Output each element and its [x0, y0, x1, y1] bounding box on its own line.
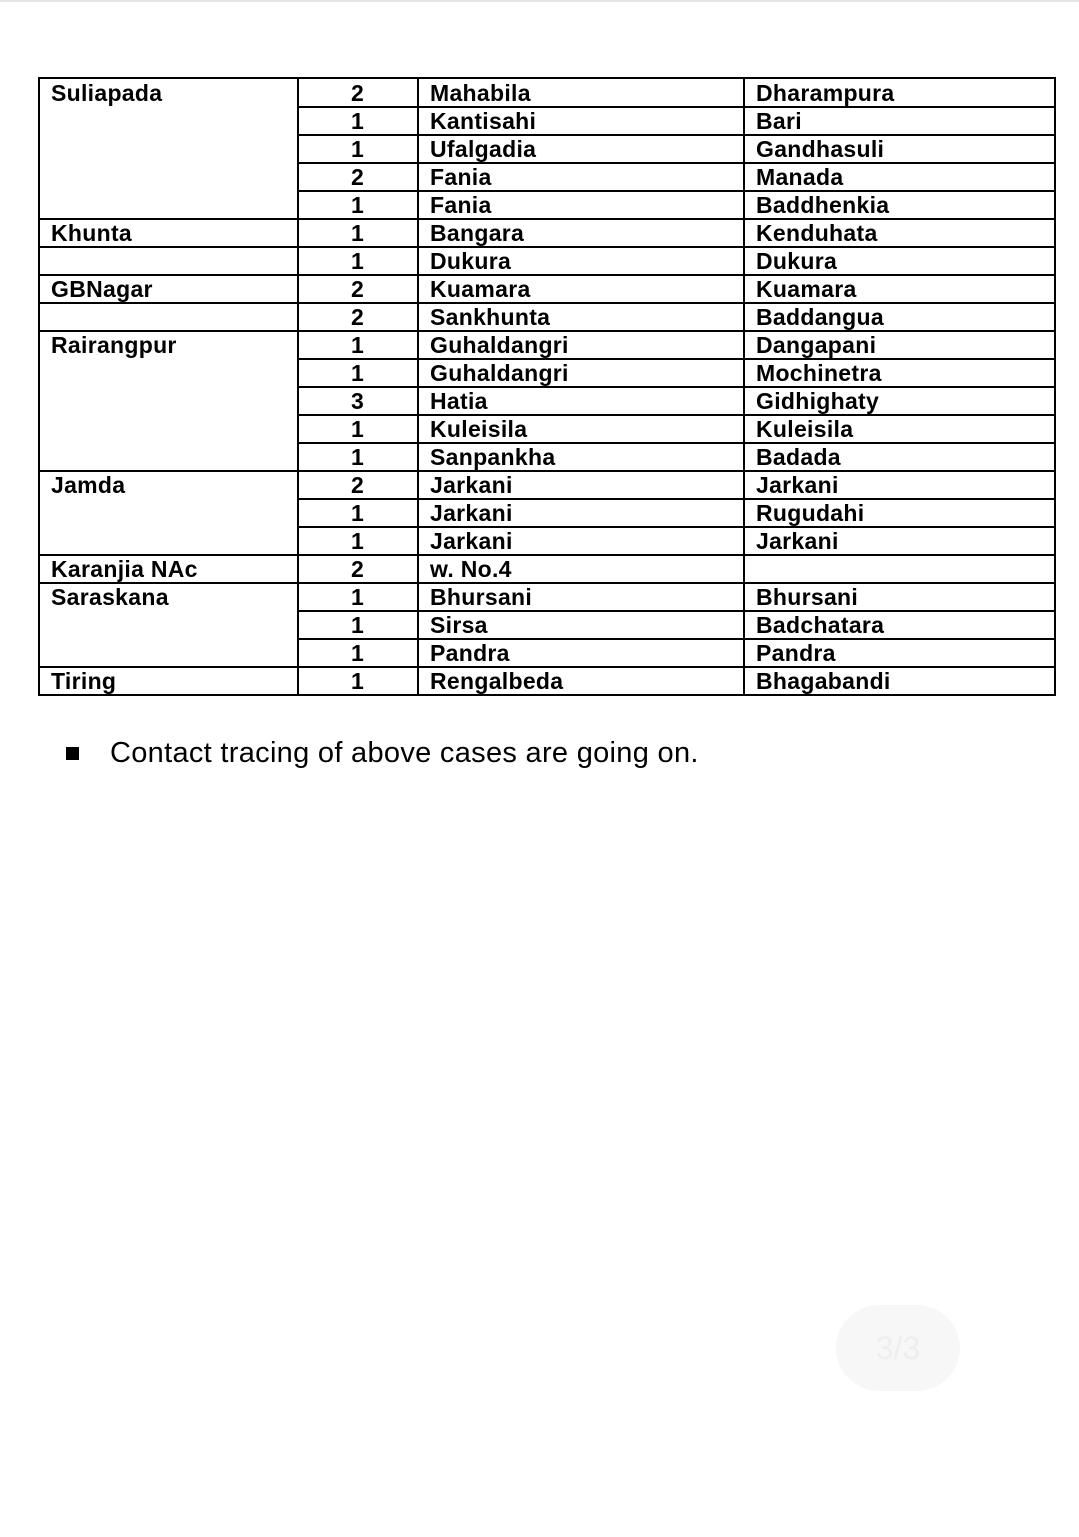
case-count-cell: 1 — [350, 668, 365, 694]
village-cell: Dukura — [430, 248, 512, 274]
place-cell: Kuleisila — [756, 416, 854, 442]
village-cell: Sanpankha — [430, 444, 556, 470]
row-divider — [40, 246, 1054, 248]
place-cell: Dangapani — [756, 332, 877, 358]
place-cell: Gandhasuli — [756, 136, 885, 162]
village-cell: Guhaldangri — [430, 360, 569, 386]
place-cell: Bari — [756, 108, 802, 134]
case-count-cell: 1 — [350, 584, 365, 610]
village-cell: w. No.4 — [430, 556, 512, 582]
block-name-cell: Saraskana — [51, 584, 169, 610]
village-cell: Mahabila — [430, 80, 531, 106]
case-count-cell: 2 — [350, 472, 365, 498]
place-cell: Dukura — [756, 248, 838, 274]
row-divider — [40, 274, 1054, 276]
note-line — [66, 735, 699, 771]
village-cell: Jarkani — [430, 528, 513, 554]
place-cell: Bhursani — [756, 584, 859, 610]
village-cell: Kuamara — [430, 276, 531, 302]
case-count-cell: 1 — [350, 220, 365, 246]
village-cell: Jarkani — [430, 500, 513, 526]
village-cell: Kantisahi — [430, 108, 537, 134]
place-cell: Gidhighaty — [756, 388, 880, 414]
village-cell: Ufalgadia — [430, 136, 537, 162]
case-count-cell: 1 — [350, 136, 365, 162]
case-count-cell: 2 — [350, 304, 365, 330]
place-cell: Kenduhata — [756, 220, 878, 246]
case-count-cell: 1 — [350, 192, 365, 218]
village-cell: Guhaldangri — [430, 332, 569, 358]
case-count-cell: 2 — [350, 164, 365, 190]
case-count-cell: 1 — [350, 248, 365, 274]
case-count-cell: 2 — [350, 80, 365, 106]
village-cell: Fania — [430, 164, 492, 190]
village-cell: Fania — [430, 192, 492, 218]
village-cell: Sirsa — [430, 612, 488, 638]
page-top-divider — [0, 0, 1079, 2]
place-cell: Mochinetra — [756, 360, 882, 386]
place-cell: Dharampura — [756, 80, 895, 106]
case-count-cell: 1 — [350, 640, 365, 666]
case-count-cell: 1 — [350, 360, 365, 386]
case-count-cell: 1 — [350, 500, 365, 526]
village-cell: Sankhunta — [430, 304, 551, 330]
place-cell: Pandra — [756, 640, 836, 666]
village-cell: Jarkani — [430, 472, 513, 498]
block-name-cell: Tiring — [51, 668, 117, 694]
square-bullet-icon — [66, 747, 79, 760]
case-count-cell: 2 — [350, 556, 365, 582]
block-name-cell: Khunta — [51, 220, 133, 246]
case-count-cell: 2 — [350, 276, 365, 302]
row-divider — [40, 582, 1054, 584]
row-divider — [40, 218, 1054, 220]
village-cell: Rengalbeda — [430, 668, 564, 694]
village-cell: Pandra — [430, 640, 510, 666]
place-cell: Jarkani — [756, 528, 839, 554]
block-name-cell: Karanjia NAc — [51, 556, 198, 582]
cases-table — [38, 77, 1056, 696]
case-count-cell: 1 — [350, 332, 365, 358]
case-count-cell: 1 — [350, 612, 365, 638]
block-name-cell: Suliapada — [51, 80, 163, 106]
case-count-cell: 3 — [350, 388, 365, 414]
row-divider — [40, 470, 1054, 472]
case-count-cell: 1 — [350, 108, 365, 134]
case-count-cell: 1 — [350, 528, 365, 554]
village-cell: Bangara — [430, 220, 525, 246]
case-count-cell: 1 — [350, 444, 365, 470]
block-name-cell: Rairangpur — [51, 332, 177, 358]
place-cell: Badada — [756, 444, 841, 470]
village-cell: Bhursani — [430, 584, 533, 610]
place-cell: Baddhenkia — [756, 192, 890, 218]
place-cell: Jarkani — [756, 472, 839, 498]
place-cell: Kuamara — [756, 276, 857, 302]
page-indicator — [836, 1305, 960, 1391]
page-indicator-text: 3/3 — [875, 1329, 921, 1366]
village-cell: Hatia — [430, 388, 488, 414]
note-text: Contact tracing of above cases are going on. — [110, 736, 699, 769]
place-cell: Bhagabandi — [756, 668, 891, 694]
block-name-cell: Jamda — [51, 472, 126, 498]
place-cell: Manada — [756, 164, 844, 190]
place-cell: Baddangua — [756, 304, 884, 330]
village-cell: Kuleisila — [430, 416, 528, 442]
case-count-cell: 1 — [350, 416, 365, 442]
block-name-cell: GBNagar — [51, 276, 153, 302]
place-cell: Badchatara — [756, 612, 885, 638]
place-cell: Rugudahi — [756, 500, 865, 526]
